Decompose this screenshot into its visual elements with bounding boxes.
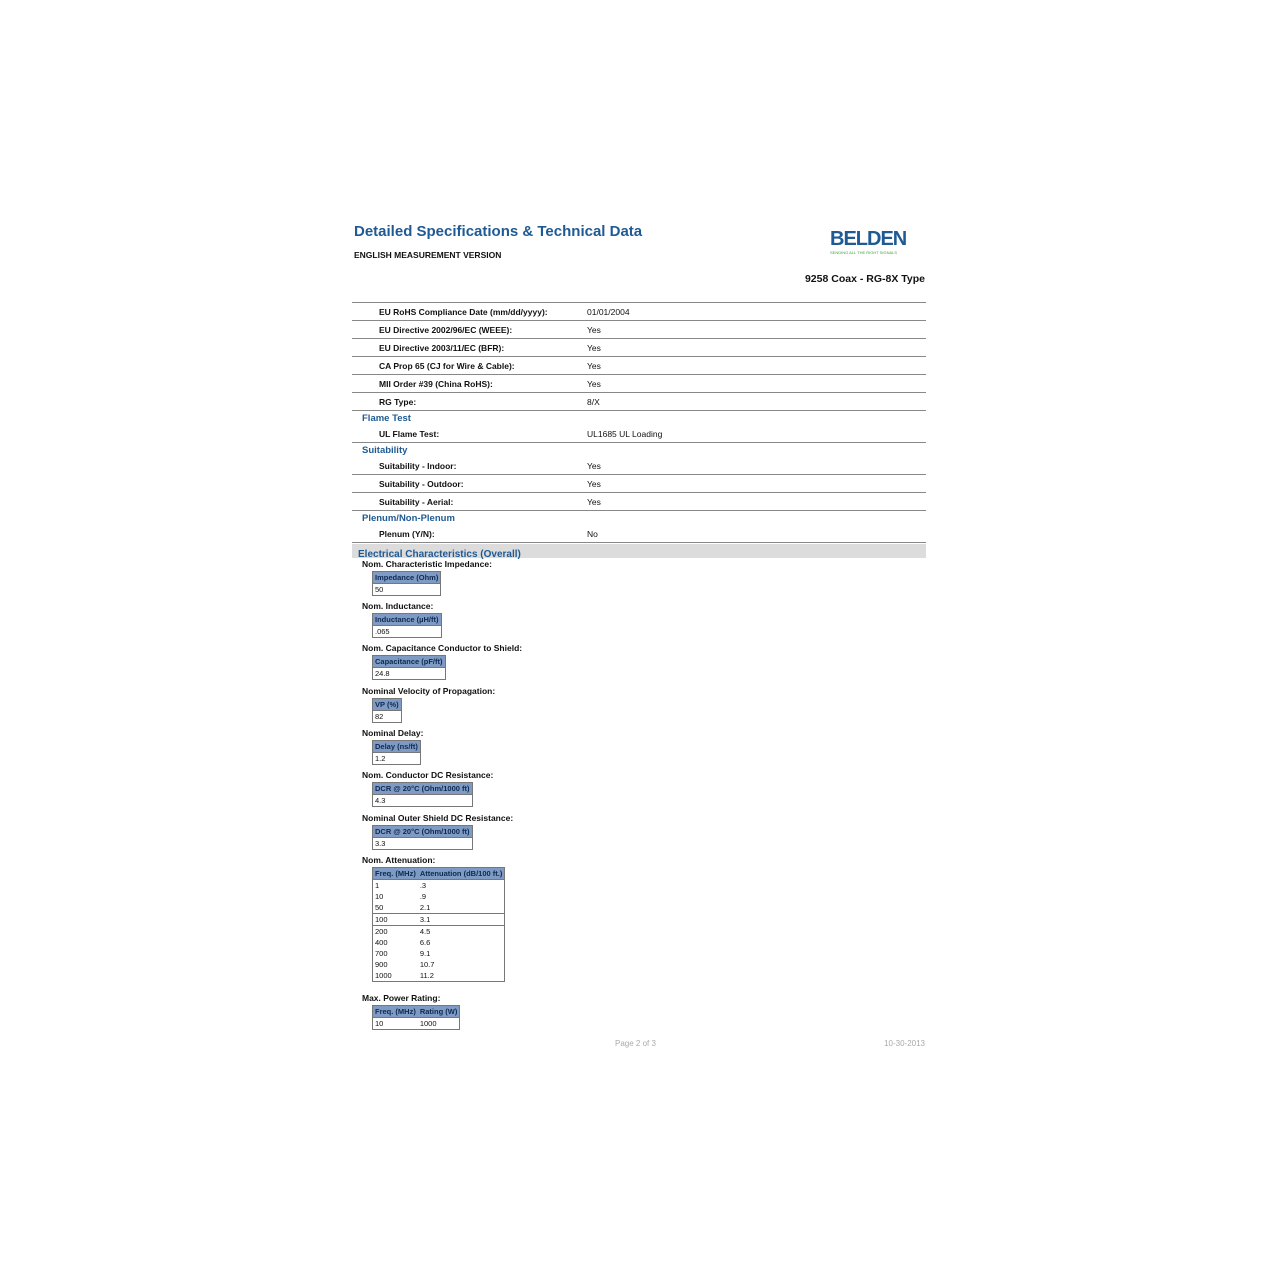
block-title: Nominal Outer Shield DC Resistance: bbox=[362, 813, 514, 823]
table-row bbox=[373, 926, 505, 938]
table-row bbox=[373, 970, 505, 982]
table-cell: 3.3 bbox=[375, 839, 386, 848]
flame-test-heading: Flame Test bbox=[362, 413, 411, 424]
product-name: 9258 Coax - RG-8X Type bbox=[804, 273, 925, 285]
table-cell: .3 bbox=[419, 881, 427, 890]
attenuation-block bbox=[362, 854, 505, 982]
spec-row bbox=[352, 525, 926, 543]
table-cell: 200 bbox=[373, 926, 418, 938]
block-title: Nom. Conductor DC Resistance: bbox=[362, 770, 494, 780]
spec-value: Yes bbox=[587, 360, 601, 371]
table-header: DCR @ 20°C (Ohm/1000 ft) bbox=[373, 826, 473, 838]
block-title: Max. Power Rating: bbox=[362, 993, 441, 1003]
table-row bbox=[373, 902, 505, 914]
page-title: Detailed Specifications & Technical Data bbox=[354, 223, 643, 240]
table-cell: 24.8 bbox=[375, 669, 390, 678]
spec-row bbox=[352, 357, 926, 375]
table-row bbox=[373, 959, 505, 970]
spec-value: UL1685 UL Loading bbox=[587, 428, 663, 439]
power-rating-table bbox=[372, 1005, 460, 1030]
table-cell: 400 bbox=[375, 938, 388, 947]
power-rating-block bbox=[362, 992, 460, 1030]
table-cell: 1000 bbox=[375, 971, 392, 980]
conductor-dcr-table bbox=[372, 782, 473, 807]
table-header: Attenuation (dB/100 ft.) bbox=[418, 868, 505, 880]
table-cell: 3.1 bbox=[418, 914, 505, 926]
table-cell: 700 bbox=[375, 949, 388, 958]
spec-row bbox=[352, 393, 926, 411]
table-header: Rating (W) bbox=[418, 1006, 460, 1018]
inductance-block bbox=[362, 600, 442, 638]
table-cell: .065 bbox=[375, 627, 390, 636]
table-cell: 10 bbox=[375, 892, 384, 901]
table-cell: 2.1 bbox=[419, 903, 431, 912]
table-header: Freq. (MHz) bbox=[373, 1006, 418, 1018]
block-title: Nom. Inductance: bbox=[362, 601, 434, 611]
spec-label: UL Flame Test: bbox=[379, 428, 440, 439]
belden-logo bbox=[830, 228, 912, 258]
suitability-heading: Suitability bbox=[362, 445, 408, 456]
table-row bbox=[373, 891, 505, 902]
electrical-heading: Electrical Characteristics (Overall) bbox=[358, 549, 521, 560]
page-subtitle: ENGLISH MEASUREMENT VERSION bbox=[354, 250, 502, 260]
electrical-section-bar bbox=[352, 544, 926, 558]
spec-value: Yes bbox=[587, 460, 601, 471]
spec-row bbox=[352, 321, 926, 339]
shield-dcr-table bbox=[372, 825, 473, 850]
spec-value: Yes bbox=[587, 378, 601, 389]
table-cell: 1 bbox=[375, 881, 380, 890]
table-cell: 50 bbox=[375, 903, 384, 912]
delay-block bbox=[362, 727, 423, 765]
capacitance-block bbox=[362, 642, 522, 680]
logo-tagline: SENDING ALL THE RIGHT SIGNALS bbox=[830, 250, 898, 255]
plenum-heading: Plenum/Non-Plenum bbox=[362, 513, 455, 524]
impedance-block bbox=[362, 558, 492, 596]
spec-value: No bbox=[587, 528, 598, 539]
block-title: Nominal Delay: bbox=[362, 728, 424, 738]
spec-label: MII Order #39 (China RoHS): bbox=[379, 378, 493, 389]
spec-row bbox=[352, 302, 926, 321]
table-header: VP (%) bbox=[373, 699, 402, 711]
table-header: DCR @ 20°C (Ohm/1000 ft) bbox=[373, 783, 473, 795]
spec-label: EU RoHS Compliance Date (mm/dd/yyyy): bbox=[379, 306, 548, 317]
table-row bbox=[373, 948, 505, 959]
table-cell: 100 bbox=[373, 914, 418, 926]
table-cell: .9 bbox=[419, 892, 427, 901]
logo-wordmark: BELDEN bbox=[830, 228, 907, 250]
spec-label: Suitability - Aerial: bbox=[379, 496, 454, 507]
table-cell: 11.2 bbox=[419, 971, 434, 980]
block-title: Nom. Attenuation: bbox=[362, 855, 436, 865]
spec-row bbox=[352, 475, 926, 493]
table-cell: 82 bbox=[375, 712, 384, 721]
spec-value: 8/X bbox=[587, 396, 600, 407]
table-header: Delay (ns/ft) bbox=[373, 741, 421, 753]
spec-label: RG Type: bbox=[379, 396, 417, 407]
footer-date: 10-30-2013 bbox=[884, 1039, 925, 1048]
table-cell: 900 bbox=[375, 960, 388, 969]
spec-value: Yes bbox=[587, 496, 601, 507]
table-cell: 6.6 bbox=[419, 938, 431, 947]
velocity-table bbox=[372, 698, 402, 723]
spec-value: Yes bbox=[587, 324, 601, 335]
spec-value: Yes bbox=[587, 478, 601, 489]
table-cell: 10.7 bbox=[419, 960, 435, 969]
table-cell: 50 bbox=[375, 585, 384, 594]
spec-row bbox=[352, 425, 926, 443]
spec-value: 01/01/2004 bbox=[587, 306, 630, 317]
table-cell: 10 bbox=[375, 1019, 384, 1028]
block-title: Nominal Velocity of Propagation: bbox=[362, 686, 496, 696]
table-cell: 4.3 bbox=[375, 796, 386, 805]
delay-table bbox=[372, 740, 421, 765]
table-row bbox=[373, 937, 505, 948]
table-row bbox=[373, 880, 505, 892]
table-header: Capacitance (pF/ft) bbox=[373, 656, 446, 668]
spec-label: Suitability - Outdoor: bbox=[379, 478, 464, 489]
impedance-table bbox=[372, 571, 441, 596]
spec-label: EU Directive 2003/11/EC (BFR): bbox=[379, 342, 505, 353]
table-cell: 1.2 bbox=[375, 754, 386, 763]
block-title: Nom. Characteristic Impedance: bbox=[362, 559, 492, 569]
table-header: Inductance (µH/ft) bbox=[373, 614, 442, 626]
spec-label: EU Directive 2002/96/EC (WEEE): bbox=[379, 324, 513, 335]
spec-row bbox=[352, 339, 926, 357]
page-number: Page 2 of 3 bbox=[615, 1039, 656, 1048]
spec-list bbox=[352, 302, 926, 543]
spec-row bbox=[352, 493, 926, 511]
shield-dcr-block bbox=[362, 812, 513, 850]
capacitance-table bbox=[372, 655, 446, 680]
velocity-block bbox=[362, 685, 495, 723]
spec-row bbox=[352, 375, 926, 393]
table-cell: 4.5 bbox=[418, 926, 505, 938]
table-row bbox=[373, 1018, 460, 1030]
table-row bbox=[373, 914, 505, 926]
spec-value: Yes bbox=[587, 342, 601, 353]
table-cell: 1000 bbox=[419, 1019, 437, 1028]
table-cell: 9.1 bbox=[419, 949, 431, 958]
table-header: Freq. (MHz) bbox=[373, 868, 418, 880]
table-header: Impedance (Ohm) bbox=[373, 572, 441, 584]
inductance-table bbox=[372, 613, 442, 638]
spec-row bbox=[352, 457, 926, 475]
spec-label: Plenum (Y/N): bbox=[379, 528, 435, 539]
conductor-dcr-block bbox=[362, 769, 493, 807]
spec-label: Suitability - Indoor: bbox=[379, 460, 457, 471]
datasheet-page bbox=[340, 210, 940, 1060]
attenuation-table bbox=[372, 867, 505, 982]
block-title: Nom. Capacitance Conductor to Shield: bbox=[362, 643, 523, 653]
spec-label: CA Prop 65 (CJ for Wire & Cable): bbox=[379, 360, 515, 371]
